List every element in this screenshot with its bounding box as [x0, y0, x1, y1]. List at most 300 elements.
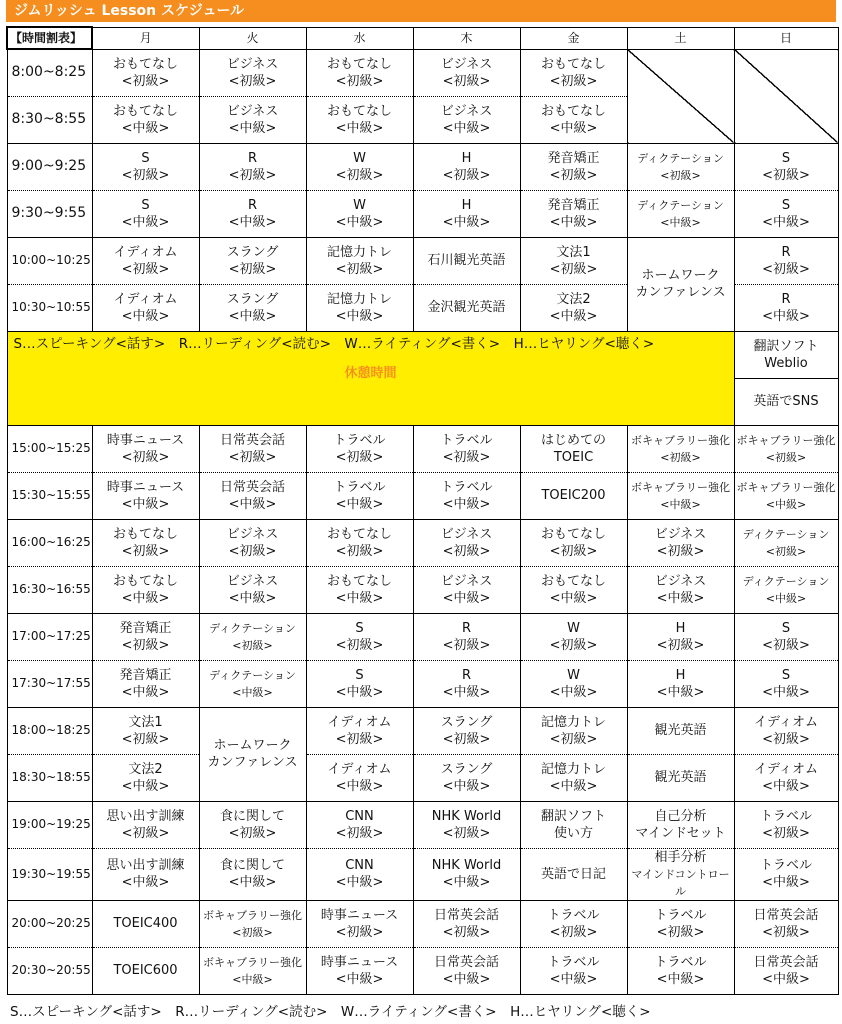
lesson-level: <初級>	[442, 543, 491, 559]
legend-writing: W…ライティング<書く>	[344, 335, 501, 352]
lesson-level: <中級>	[335, 778, 384, 794]
table-row	[7, 566, 838, 613]
lesson-name: 時事ニュース	[320, 954, 399, 970]
lesson-level: <初級>	[335, 167, 384, 183]
lesson-cell	[92, 660, 199, 707]
lesson-name: 思い出す訓練	[106, 858, 185, 873]
lesson-cell	[520, 96, 627, 143]
break-label: 休憩時間	[344, 365, 397, 381]
lesson-name: 金沢観光英語	[427, 300, 506, 315]
lesson-cell	[627, 519, 734, 566]
lesson-name: ディクテーション	[742, 527, 830, 541]
lesson-name: ビジネス	[654, 526, 707, 542]
lesson-level: <初級>	[656, 637, 705, 653]
lesson-cell	[627, 900, 734, 947]
lesson-name: TOEIC200	[541, 488, 606, 503]
lesson-cell	[92, 143, 199, 190]
lesson-name: トラベル	[440, 432, 493, 448]
lesson-level: <中級>	[121, 590, 170, 606]
lesson-cell	[92, 284, 199, 331]
lesson-name: S	[141, 150, 150, 166]
lesson-name: 文法1	[556, 244, 591, 260]
lesson-cell	[413, 425, 520, 472]
lesson-level: <中級>	[335, 684, 384, 700]
lesson-level: <初級>	[656, 543, 705, 559]
lesson-name: 文法2	[128, 761, 163, 777]
header-row	[7, 27, 838, 49]
lesson-name: H	[675, 620, 686, 636]
lesson-cell	[734, 801, 838, 848]
lesson-level: <中級>	[549, 214, 598, 230]
lesson-level: <初級>	[228, 167, 277, 183]
lesson-cell	[413, 472, 520, 519]
lesson-level: <中級>	[660, 215, 701, 229]
lesson-level: <初級>	[549, 924, 598, 940]
lesson-cell	[413, 801, 520, 848]
table-row	[7, 707, 838, 754]
lesson-level: <中級>	[335, 875, 384, 890]
lesson-cell	[92, 472, 199, 519]
lesson-cell	[306, 284, 413, 331]
lesson-cell	[92, 237, 199, 284]
lesson-level: <中級>	[660, 497, 701, 511]
lesson-cell	[413, 96, 520, 143]
lesson-name: 日常英会話	[433, 954, 499, 970]
break-legend	[14, 336, 728, 353]
lesson-cell	[92, 49, 199, 96]
lesson-cell	[413, 707, 520, 754]
lesson-name: 文法1	[128, 714, 163, 730]
lesson-name: おもてなし	[112, 526, 178, 542]
lesson-cell	[306, 848, 413, 900]
lesson-name: スラング	[440, 714, 493, 730]
lesson-name: R	[247, 197, 258, 213]
schedule-table	[6, 26, 839, 995]
lesson-cell	[92, 754, 199, 801]
lesson-name: S	[355, 667, 364, 683]
lesson-name: CNN	[345, 808, 374, 824]
lesson-name: トラベル	[654, 907, 707, 923]
lesson-name-2: TOEIC	[553, 449, 594, 465]
lesson-cell	[199, 707, 306, 801]
lesson-cell	[306, 900, 413, 947]
lesson-cell	[734, 566, 838, 613]
table-row	[7, 425, 838, 472]
lesson-cell	[520, 237, 627, 284]
lesson-name: ボキャブラリー強化	[736, 433, 836, 447]
lesson-name: スラング	[440, 761, 493, 777]
lesson-name: 時事ニュース	[320, 907, 399, 923]
lesson-level: <初級>	[549, 261, 598, 277]
lesson-name-2: マインドコントロール	[631, 867, 730, 898]
lesson-name: 観光英語	[654, 723, 707, 738]
lesson-level: <中級>	[335, 120, 384, 136]
table-row	[7, 49, 838, 96]
time-slot: 10:30~10:55	[7, 284, 92, 331]
lesson-name: おもてなし	[326, 103, 392, 119]
lesson-level: <中級>	[335, 214, 384, 230]
table-row	[7, 472, 838, 519]
lesson-name: W	[567, 667, 580, 683]
lesson-level: <初級>	[549, 637, 598, 653]
lesson-level: <中級>	[442, 971, 491, 987]
lesson-level: <中級>	[656, 971, 705, 987]
lesson-name: トラベル	[333, 432, 386, 448]
lesson-name: 発音矯正	[547, 150, 600, 166]
lesson-name: ディクテーション	[637, 151, 724, 165]
lesson-level: <中級>	[228, 120, 277, 136]
timetable-label: 【時間割表】	[7, 27, 92, 49]
lesson-cell	[199, 49, 306, 96]
lesson-name: おもてなし	[540, 56, 606, 72]
lesson-level: <初級>	[549, 167, 598, 183]
lesson-name: 食に関して	[219, 808, 285, 824]
lesson-name: スラング	[226, 244, 279, 260]
lesson-name: TOEIC600	[113, 963, 178, 978]
lesson-level: <中級>	[549, 590, 598, 606]
lesson-cell	[413, 848, 520, 900]
lesson-cell	[520, 49, 627, 96]
lesson-level: <中級>	[228, 875, 277, 890]
page-title: ジムリッシュ Lesson スケジュール	[6, 0, 836, 22]
lesson-cell	[520, 284, 627, 331]
lesson-name-2: Weblio	[764, 355, 808, 371]
lesson-name: S	[781, 667, 791, 683]
lesson-cell	[520, 425, 627, 472]
lesson-cell	[520, 754, 627, 801]
lesson-name: ビジネス	[440, 56, 493, 72]
lesson-name: 自己分析	[654, 808, 707, 824]
lesson-level: <中級>	[762, 875, 810, 890]
lesson-cell	[199, 613, 306, 660]
lesson-level: <初級>	[762, 825, 810, 841]
lesson-cell	[734, 900, 838, 947]
lesson-cell	[306, 49, 413, 96]
lesson-level: <中級>	[335, 496, 384, 512]
legend-hearing: H…ヒヤリング<聴く>	[513, 335, 655, 352]
lesson-cell	[734, 143, 838, 190]
lesson-cell	[413, 613, 520, 660]
lesson-level: <中級>	[442, 214, 491, 230]
lesson-cell	[199, 425, 306, 472]
lesson-cell	[627, 143, 734, 190]
lesson-name: トラベル	[333, 479, 386, 495]
lesson-name: ビジネス	[440, 103, 493, 119]
lesson-level: <中級>	[121, 778, 170, 794]
lesson-cell	[306, 801, 413, 848]
lesson-name: トラベル	[759, 808, 812, 824]
lesson-cell	[627, 801, 734, 848]
lesson-level: <初級>	[762, 167, 810, 183]
lesson-cell	[306, 566, 413, 613]
lesson-name: ビジネス	[440, 573, 493, 589]
lesson-name: ディクテーション	[209, 668, 296, 682]
lesson-level: <初級>	[762, 731, 810, 747]
lesson-level: <中級>	[228, 496, 277, 512]
lesson-cell	[199, 947, 306, 994]
lesson-cell	[306, 237, 413, 284]
lesson-name: ビジネス	[226, 56, 279, 72]
break-row	[7, 331, 838, 378]
lesson-name: ボキャブラリー強化	[631, 480, 730, 494]
lesson-level: <中級>	[121, 684, 170, 700]
lesson-cell	[734, 472, 838, 519]
lesson-level: <初級>	[660, 450, 701, 464]
lesson-level: <中級>	[656, 590, 705, 606]
lesson-level: <初級>	[549, 543, 598, 559]
lesson-name: S	[781, 197, 791, 213]
lesson-name: 日常英会話	[219, 479, 285, 495]
lesson-name: 石川観光英語	[427, 253, 506, 268]
lesson-cell	[199, 519, 306, 566]
lesson-level: <初級>	[335, 543, 384, 559]
lesson-name: 英語でSNS	[753, 394, 819, 409]
lesson-cell	[627, 237, 734, 331]
lesson-name: おもてなし	[112, 56, 178, 72]
lesson-level: <中級>	[762, 308, 810, 324]
lesson-name: ホームワーク	[213, 738, 292, 753]
lesson-cell	[627, 566, 734, 613]
lesson-level: <中級>	[121, 120, 170, 136]
lesson-cell	[413, 143, 520, 190]
lesson-cell	[627, 613, 734, 660]
lesson-cell	[520, 947, 627, 994]
lesson-cell	[520, 848, 627, 900]
lesson-name: W	[353, 150, 366, 166]
lesson-level: <中級>	[335, 590, 384, 606]
lesson-name: ビジネス	[226, 526, 279, 542]
lesson-level: <初級>	[762, 261, 810, 277]
lesson-name: W	[567, 620, 580, 636]
lesson-name: S	[781, 150, 791, 166]
table-row	[7, 660, 838, 707]
lesson-level: <中級>	[442, 120, 491, 136]
lesson-level: <初級>	[656, 924, 705, 940]
lesson-level: <初級>	[232, 638, 273, 652]
lesson-cell	[92, 613, 199, 660]
lesson-level: <中級>	[335, 308, 384, 324]
day-header-sun: 日	[734, 27, 838, 49]
time-slot: 15:00~15:25	[7, 425, 92, 472]
lesson-name-2: マインドセット	[635, 825, 726, 841]
lesson-cell	[413, 519, 520, 566]
table-row	[7, 190, 838, 237]
lesson-name: はじめての	[540, 432, 606, 448]
lesson-name: トラベル	[654, 954, 707, 970]
table-row	[7, 519, 838, 566]
lesson-cell	[413, 190, 520, 237]
lesson-name: ビジネス	[440, 526, 493, 542]
time-slot: 20:00~20:25	[7, 900, 92, 947]
lesson-cell	[734, 707, 838, 754]
lesson-cell	[306, 707, 413, 754]
lesson-level: <初級>	[549, 731, 598, 747]
lesson-name: ボキャブラリー強化	[203, 955, 302, 969]
lesson-name: NHK World	[431, 808, 502, 824]
lesson-name: 食に関して	[219, 858, 285, 873]
lesson-cell	[199, 900, 306, 947]
time-slot: 8:00~8:25	[7, 49, 92, 96]
lesson-cell	[413, 947, 520, 994]
lesson-name: 発音矯正	[547, 197, 600, 213]
lesson-cell	[92, 190, 199, 237]
lesson-name: ホームワーク	[641, 268, 720, 283]
day-header-wed: 水	[306, 27, 413, 49]
lesson-cell	[199, 566, 306, 613]
lesson-level: <初級>	[442, 825, 491, 841]
lesson-cell	[627, 472, 734, 519]
lesson-cell	[92, 900, 199, 947]
lesson-cell	[627, 947, 734, 994]
lesson-level: <初級>	[765, 450, 807, 464]
lesson-name: CNN	[345, 858, 374, 873]
lesson-name: 記憶力トレ	[326, 244, 392, 260]
table-row	[7, 143, 838, 190]
lesson-cell	[199, 284, 306, 331]
time-slot: 19:30~19:55	[7, 848, 92, 900]
lesson-level: <中級>	[442, 590, 491, 606]
day-header-sat: 土	[627, 27, 734, 49]
lesson-cell	[734, 613, 838, 660]
lesson-level: <初級>	[762, 637, 810, 653]
lesson-cell	[413, 237, 520, 284]
lesson-name-2: カンファレンス	[207, 755, 298, 770]
lesson-level: <中級>	[121, 875, 170, 890]
lesson-name: おもてなし	[326, 573, 392, 589]
time-slot: 16:30~16:55	[7, 566, 92, 613]
lesson-cell	[627, 707, 734, 754]
lesson-level: <初級>	[121, 825, 170, 841]
lesson-cell	[413, 660, 520, 707]
time-slot: 16:00~16:25	[7, 519, 92, 566]
lesson-level: <初級>	[335, 73, 384, 89]
lesson-name: トラベル	[759, 858, 812, 873]
lesson-level: <中級>	[228, 590, 277, 606]
day-header-fri: 金	[520, 27, 627, 49]
lesson-level: <初級>	[335, 924, 384, 940]
table-row	[7, 801, 838, 848]
lesson-level: <中級>	[762, 778, 810, 794]
time-slot: 10:00~10:25	[7, 237, 92, 284]
time-slot: 17:00~17:25	[7, 613, 92, 660]
lesson-cell	[199, 237, 306, 284]
lesson-level: <中級>	[442, 778, 491, 794]
time-slot: 15:30~15:55	[7, 472, 92, 519]
lesson-level: <中級>	[442, 684, 491, 700]
lesson-level: <中級>	[228, 214, 277, 230]
time-slot: 9:30~9:55	[7, 190, 92, 237]
lesson-cell	[306, 96, 413, 143]
lesson-name: 英語で日記	[540, 866, 606, 882]
lesson-level: <初級>	[335, 825, 384, 841]
lesson-level: <中級>	[121, 214, 170, 230]
lesson-level: <初級>	[442, 73, 491, 89]
lesson-name-2: カンファレンス	[635, 285, 726, 300]
no-lesson-cell	[734, 49, 838, 143]
lesson-cell	[627, 848, 734, 900]
lesson-level: <中級>	[549, 778, 598, 794]
lesson-name: 翻訳ソフト	[753, 338, 819, 354]
lesson-cell	[199, 660, 306, 707]
lesson-name: S	[355, 620, 364, 636]
lesson-name: S	[141, 197, 150, 213]
lesson-level: <初級>	[228, 73, 277, 89]
lesson-name: 日常英会話	[753, 954, 819, 970]
day-header-tue: 火	[199, 27, 306, 49]
lesson-cell	[199, 472, 306, 519]
lesson-name: 日常英会話	[219, 432, 285, 448]
lesson-cell	[734, 425, 838, 472]
lesson-cell	[306, 190, 413, 237]
lesson-cell	[199, 801, 306, 848]
lesson-level: <初級>	[121, 167, 170, 183]
lesson-level: <初級>	[232, 925, 273, 939]
lesson-cell	[92, 801, 199, 848]
lesson-name: TOEIC400	[113, 916, 178, 931]
lesson-level: <初級>	[228, 825, 277, 841]
lesson-level: <初級>	[121, 73, 170, 89]
lesson-cell	[199, 96, 306, 143]
lesson-name: ボキャブラリー強化	[736, 480, 836, 494]
lesson-name: R	[781, 244, 791, 260]
lesson-cell	[734, 848, 838, 900]
lesson-cell	[306, 143, 413, 190]
lesson-level: <初級>	[228, 543, 277, 559]
lesson-cell	[306, 660, 413, 707]
lesson-name: おもてなし	[326, 56, 392, 72]
time-slot: 18:30~18:55	[7, 754, 92, 801]
lesson-level: <初級>	[121, 261, 170, 277]
lesson-name: 観光英語	[654, 770, 707, 785]
lesson-level: <初級>	[442, 924, 491, 940]
lesson-cell	[734, 754, 838, 801]
lesson-level: <中級>	[228, 308, 277, 324]
lesson-cell	[413, 900, 520, 947]
lesson-cell	[734, 190, 838, 237]
lesson-name: イディオム	[113, 291, 178, 307]
lesson-cell	[306, 472, 413, 519]
lesson-cell	[306, 613, 413, 660]
lesson-name: トラベル	[547, 954, 600, 970]
time-slot: 20:30~20:55	[7, 947, 92, 994]
lesson-cell	[413, 49, 520, 96]
lesson-cell	[413, 566, 520, 613]
lesson-name: 思い出す訓練	[106, 808, 185, 824]
lesson-name: ビジネス	[226, 573, 279, 589]
lesson-name: ディクテーション	[209, 621, 296, 635]
lesson-cell	[520, 190, 627, 237]
lesson-level: <中級>	[762, 971, 810, 987]
lesson-cell	[520, 472, 627, 519]
lesson-cell	[627, 660, 734, 707]
lesson-cell	[734, 519, 838, 566]
lesson-level: <初級>	[442, 449, 491, 465]
lesson-level: <中級>	[549, 308, 598, 324]
lesson-cell	[92, 425, 199, 472]
lesson-name: イディオム	[113, 244, 178, 260]
table-row	[7, 754, 838, 801]
lesson-name: トラベル	[440, 479, 493, 495]
lesson-cell	[520, 900, 627, 947]
lesson-cell	[627, 754, 734, 801]
lesson-name: イディオム	[327, 714, 392, 730]
lesson-name: W	[353, 197, 366, 213]
lesson-name: H	[461, 150, 472, 166]
lesson-cell	[306, 947, 413, 994]
lesson-cell	[306, 425, 413, 472]
lesson-name: イディオム	[327, 761, 392, 777]
lesson-name: おもてなし	[540, 103, 606, 119]
